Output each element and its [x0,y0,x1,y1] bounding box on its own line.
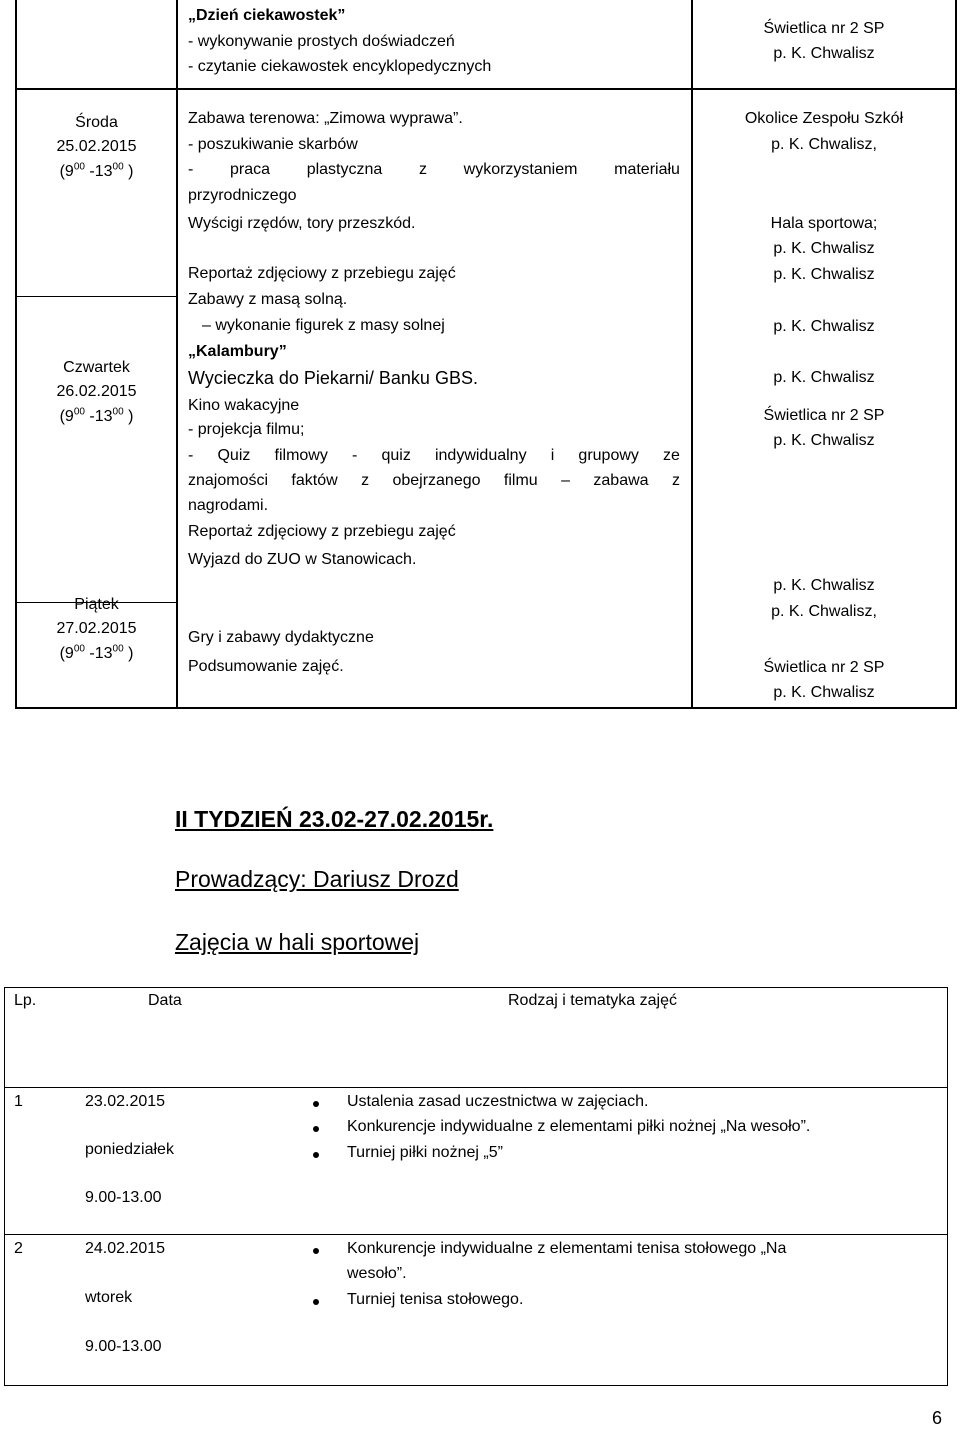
row0-place: Świetlica nr 2 SP [763,20,885,37]
topic-heading: Zajęcia w hali sportowej [175,929,420,955]
place-9: p. K. Chwalisz [773,432,875,449]
leader-heading: Prowadzący: Dariusz Drozd [175,866,459,892]
row0-title: „Dzień ciekawostek” [188,7,346,24]
activity-charades: „Kalambury” [188,343,287,360]
activity-art-work: - praca plastyczna z wykorzystaniem materiału [188,161,680,178]
activity-didactic-games: Gry i zabawy dydaktyczne [188,629,374,646]
bullet-icon [313,1152,319,1158]
place-2: p. K. Chwalisz, [771,136,877,153]
activity-bakery-trip: Wycieczka do Piekarni/ Banku GBS. [188,368,478,388]
row0-item-1: - wykonywanie prostych doświadczeń [188,33,455,50]
activity-film-screening: - projekcja filmu; [188,421,305,438]
place-11: p. K. Chwalisz, [771,603,877,620]
header-lp: Lp. [14,992,37,1009]
activity-treasure-hunt: - poszukiwanie skarbów [188,136,358,153]
row-item: Turniej piłki nożnej „5” [347,1144,503,1161]
activity-photo-report-1: Reportaż zdjęciowy z przebiegu zajęć [188,265,456,282]
row-item-cont: wesoło”. [347,1265,407,1282]
bullet-icon [313,1299,319,1305]
activity-art-work-cont: przyrodniczego [188,187,297,204]
row-item: Konkurencje indywidualne z elementami piłki nożnej „Na wesoło”. [347,1118,811,1135]
row-item: Turniej tenisa stołowego. [347,1291,524,1308]
row0-item-2: - czytanie ciekawostek encyklopedycznych [188,58,492,75]
row-weekday: wtorek [85,1289,133,1306]
row-date: 24.02.2015 [85,1240,166,1257]
place-4: p. K. Chwalisz [773,240,875,257]
week-heading: II TYDZIEŃ 23.02-27.02.2015r. [175,806,494,832]
row-weekday: poniedziałek [85,1141,174,1158]
row-lp: 2 [14,1240,23,1257]
row-lp: 1 [14,1093,23,1110]
place-3: Hala sportowa; [770,215,878,232]
row-date: 23.02.2015 [85,1093,166,1110]
activity-salt-dough: Zabawy z masą solną. [188,291,348,308]
row0-person: p. K. Chwalisz [773,45,875,62]
activity-summary: Podsumowanie zajęć. [188,658,344,675]
activity-film-quiz: - Quiz filmowy - quiz indywidualny i grupowy ze [188,447,680,464]
bullet-icon [313,1126,319,1132]
activity-field-game: Zabawa terenowa: „Zimowa wyprawa”. [188,110,463,127]
row-time: 9.00-13.00 [85,1189,162,1206]
day-friday-label: Piątek 27.02.2015 ($9^{00}$ $-13^{00}$ ) [56,596,137,662]
day-thursday-label: Czwartek 26.02.2015 ($9^{00}$ $-13^{00}$ ) [56,359,137,425]
activity-film-quiz-cont: znajomości faktów z obejrzanego filmu – zabawa z [188,472,680,489]
row-time: 9.00-13.00 [85,1338,162,1355]
place-5: p. K. Chwalisz [773,266,875,283]
row-item: Ustalenia zasad uczestnictwa w zajęciach. [347,1093,649,1110]
activity-relay-races: Wyścigi rzędów, tory przeszkód. [188,215,416,232]
place-10: p. K. Chwalisz [773,577,875,594]
activity-holiday-cinema: Kino wakacyjne [188,397,300,414]
activity-salt-figures: – wykonanie figurek z masy solnej [202,317,445,334]
page-number: 6 [932,1408,943,1428]
place-8: Świetlica nr 2 SP [763,407,885,424]
header-type: Rodzaj i tematyka zajęć [508,992,677,1009]
place-13: p. K. Chwalisz [773,684,875,701]
place-1: Okolice Zespołu Szkół [744,110,904,127]
row-item: Konkurencje indywidualne z elementami tenisa stołowego „Na [347,1240,787,1257]
activity-zuo-trip: Wyjazd do ZUO w Stanowicach. [188,551,417,568]
activity-photo-report-2: Reportaż zdjęciowy z przebiegu zajęć [188,523,456,540]
activity-film-quiz-end: nagrodami. [188,497,269,514]
place-6: p. K. Chwalisz [773,318,875,335]
place-12: Świetlica nr 2 SP [763,659,885,676]
header-date: Data [148,992,182,1009]
day-wednesday-label: Środa 25.02.2015 ($9^{00}$ $-13^{00}$ ) [56,114,137,180]
place-7: p. K. Chwalisz [773,369,875,386]
bullet-icon [313,1101,319,1107]
bullet-icon [313,1248,319,1254]
